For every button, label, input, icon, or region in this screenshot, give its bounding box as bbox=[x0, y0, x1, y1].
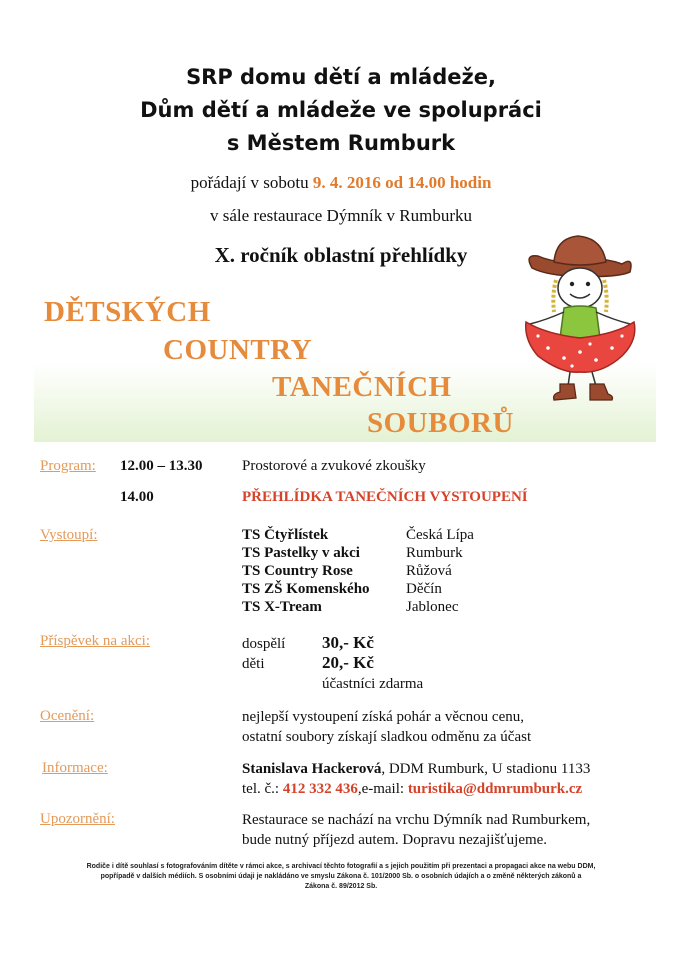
performer-name: TS ZŠ Komenského bbox=[242, 581, 370, 597]
info-tel-line bbox=[242, 781, 582, 798]
notice-label: Upozornění: bbox=[40, 811, 115, 827]
performer-city: Rumburk bbox=[406, 545, 463, 561]
performer-name: TS X-Tream bbox=[242, 599, 322, 615]
organize-prefix: pořádají v sobotu bbox=[190, 173, 313, 192]
footer-consent bbox=[40, 862, 642, 892]
contact-address: , DDM Rumburk, U stadionu 1133 bbox=[381, 761, 591, 777]
title-line-2: Dům dětí a mládeže ve spolupráci bbox=[140, 98, 542, 122]
fee-kids-label: děti bbox=[242, 656, 265, 672]
edition-line: X. ročník oblastní přehlídky bbox=[214, 243, 468, 267]
banner-word-1: DĚTSKÝCH bbox=[44, 296, 211, 328]
program-desc-1: Prostorové a zvukové zkoušky bbox=[242, 458, 426, 474]
venue-line: v sále restaurace Dýmník v Rumburku bbox=[209, 206, 472, 225]
program-label: Program: bbox=[40, 458, 96, 474]
performers-label: Vystoupí: bbox=[40, 527, 98, 543]
awards-label: Ocenění: bbox=[40, 708, 95, 724]
footer-line-2: popřípadě v dalších médiích. S osobními údaji je nakládáno ve smyslu Zákona č. 101/2000 Sb. o osobních údajích a o změně některých zákonů a bbox=[100, 873, 582, 880]
email-prefix: ,e-mail: bbox=[357, 781, 408, 797]
performer-city: Růžová bbox=[406, 563, 452, 579]
fee-kids-price: 20,- Kč bbox=[322, 653, 374, 672]
contact-name: Stanislava Hackerová bbox=[242, 761, 382, 777]
info-label: Informace: bbox=[42, 760, 108, 776]
title-line-1: SRP domu dětí a mládeže, bbox=[186, 65, 496, 89]
notice-line-1: Restaurace se nachází na vrchu Dýmník nad Rumburkem, bbox=[242, 812, 591, 828]
fee-adults-price: 30,- Kč bbox=[322, 633, 374, 652]
awards-line-2: ostatní soubory získají sladkou odměnu za účast bbox=[242, 729, 532, 745]
performer-city: Jablonec bbox=[406, 599, 459, 615]
tel-number: 412 332 436 bbox=[282, 781, 358, 797]
email-address[interactable]: turistika@ddmrumburk.cz bbox=[407, 781, 583, 797]
fee-adults-label: dospělí bbox=[242, 636, 286, 652]
organize-line bbox=[0, 173, 682, 193]
notice-line-2: bude nutný příjezd autem. Dopravu nezajišťujeme. bbox=[242, 832, 548, 848]
performer-city: Česká Lípa bbox=[406, 527, 474, 543]
banner-word-3: TANEČNÍCH bbox=[272, 371, 452, 403]
program-time-2: 14.00 bbox=[120, 489, 154, 505]
fee-label: Příspěvek na akci: bbox=[40, 633, 150, 649]
program-desc-2: PŘEHLÍDKA TANEČNÍCH VYSTOUPENÍ bbox=[242, 489, 528, 505]
dancing-girl-illustration bbox=[518, 226, 646, 406]
tel-prefix: tel. č.: bbox=[242, 781, 283, 797]
event-date: 9. 4. 2016 od 14.00 hodin bbox=[312, 173, 492, 192]
banner-word-4: SOUBORŮ bbox=[367, 407, 514, 439]
info-contact-line bbox=[242, 761, 590, 778]
performer-name: TS Pastelky v akci bbox=[242, 545, 360, 561]
footer-line-1: Rodiče i dítě souhlasí s fotografováním dítěte v rámci akce, s archivací těchto fotografií a s jejich použitím při prezentaci a propagaci akce na webu DDM, bbox=[86, 863, 596, 870]
performer-city: Děčín bbox=[406, 581, 442, 597]
banner-word-2: COUNTRY bbox=[163, 334, 313, 366]
performer-name: TS Čtyřlístek bbox=[242, 527, 329, 543]
fee-participants: účastníci zdarma bbox=[322, 676, 424, 692]
performer-name: TS Country Rose bbox=[242, 563, 353, 579]
footer-line-3: Zákona č. 89/2012 Sb. bbox=[304, 883, 378, 890]
program-time-1: 12.00 – 13.30 bbox=[120, 458, 203, 474]
title-line-3: s Městem Rumburk bbox=[226, 131, 456, 155]
awards-line-1: nejlepší vystoupení získá pohár a věcnou cenu, bbox=[242, 709, 524, 725]
